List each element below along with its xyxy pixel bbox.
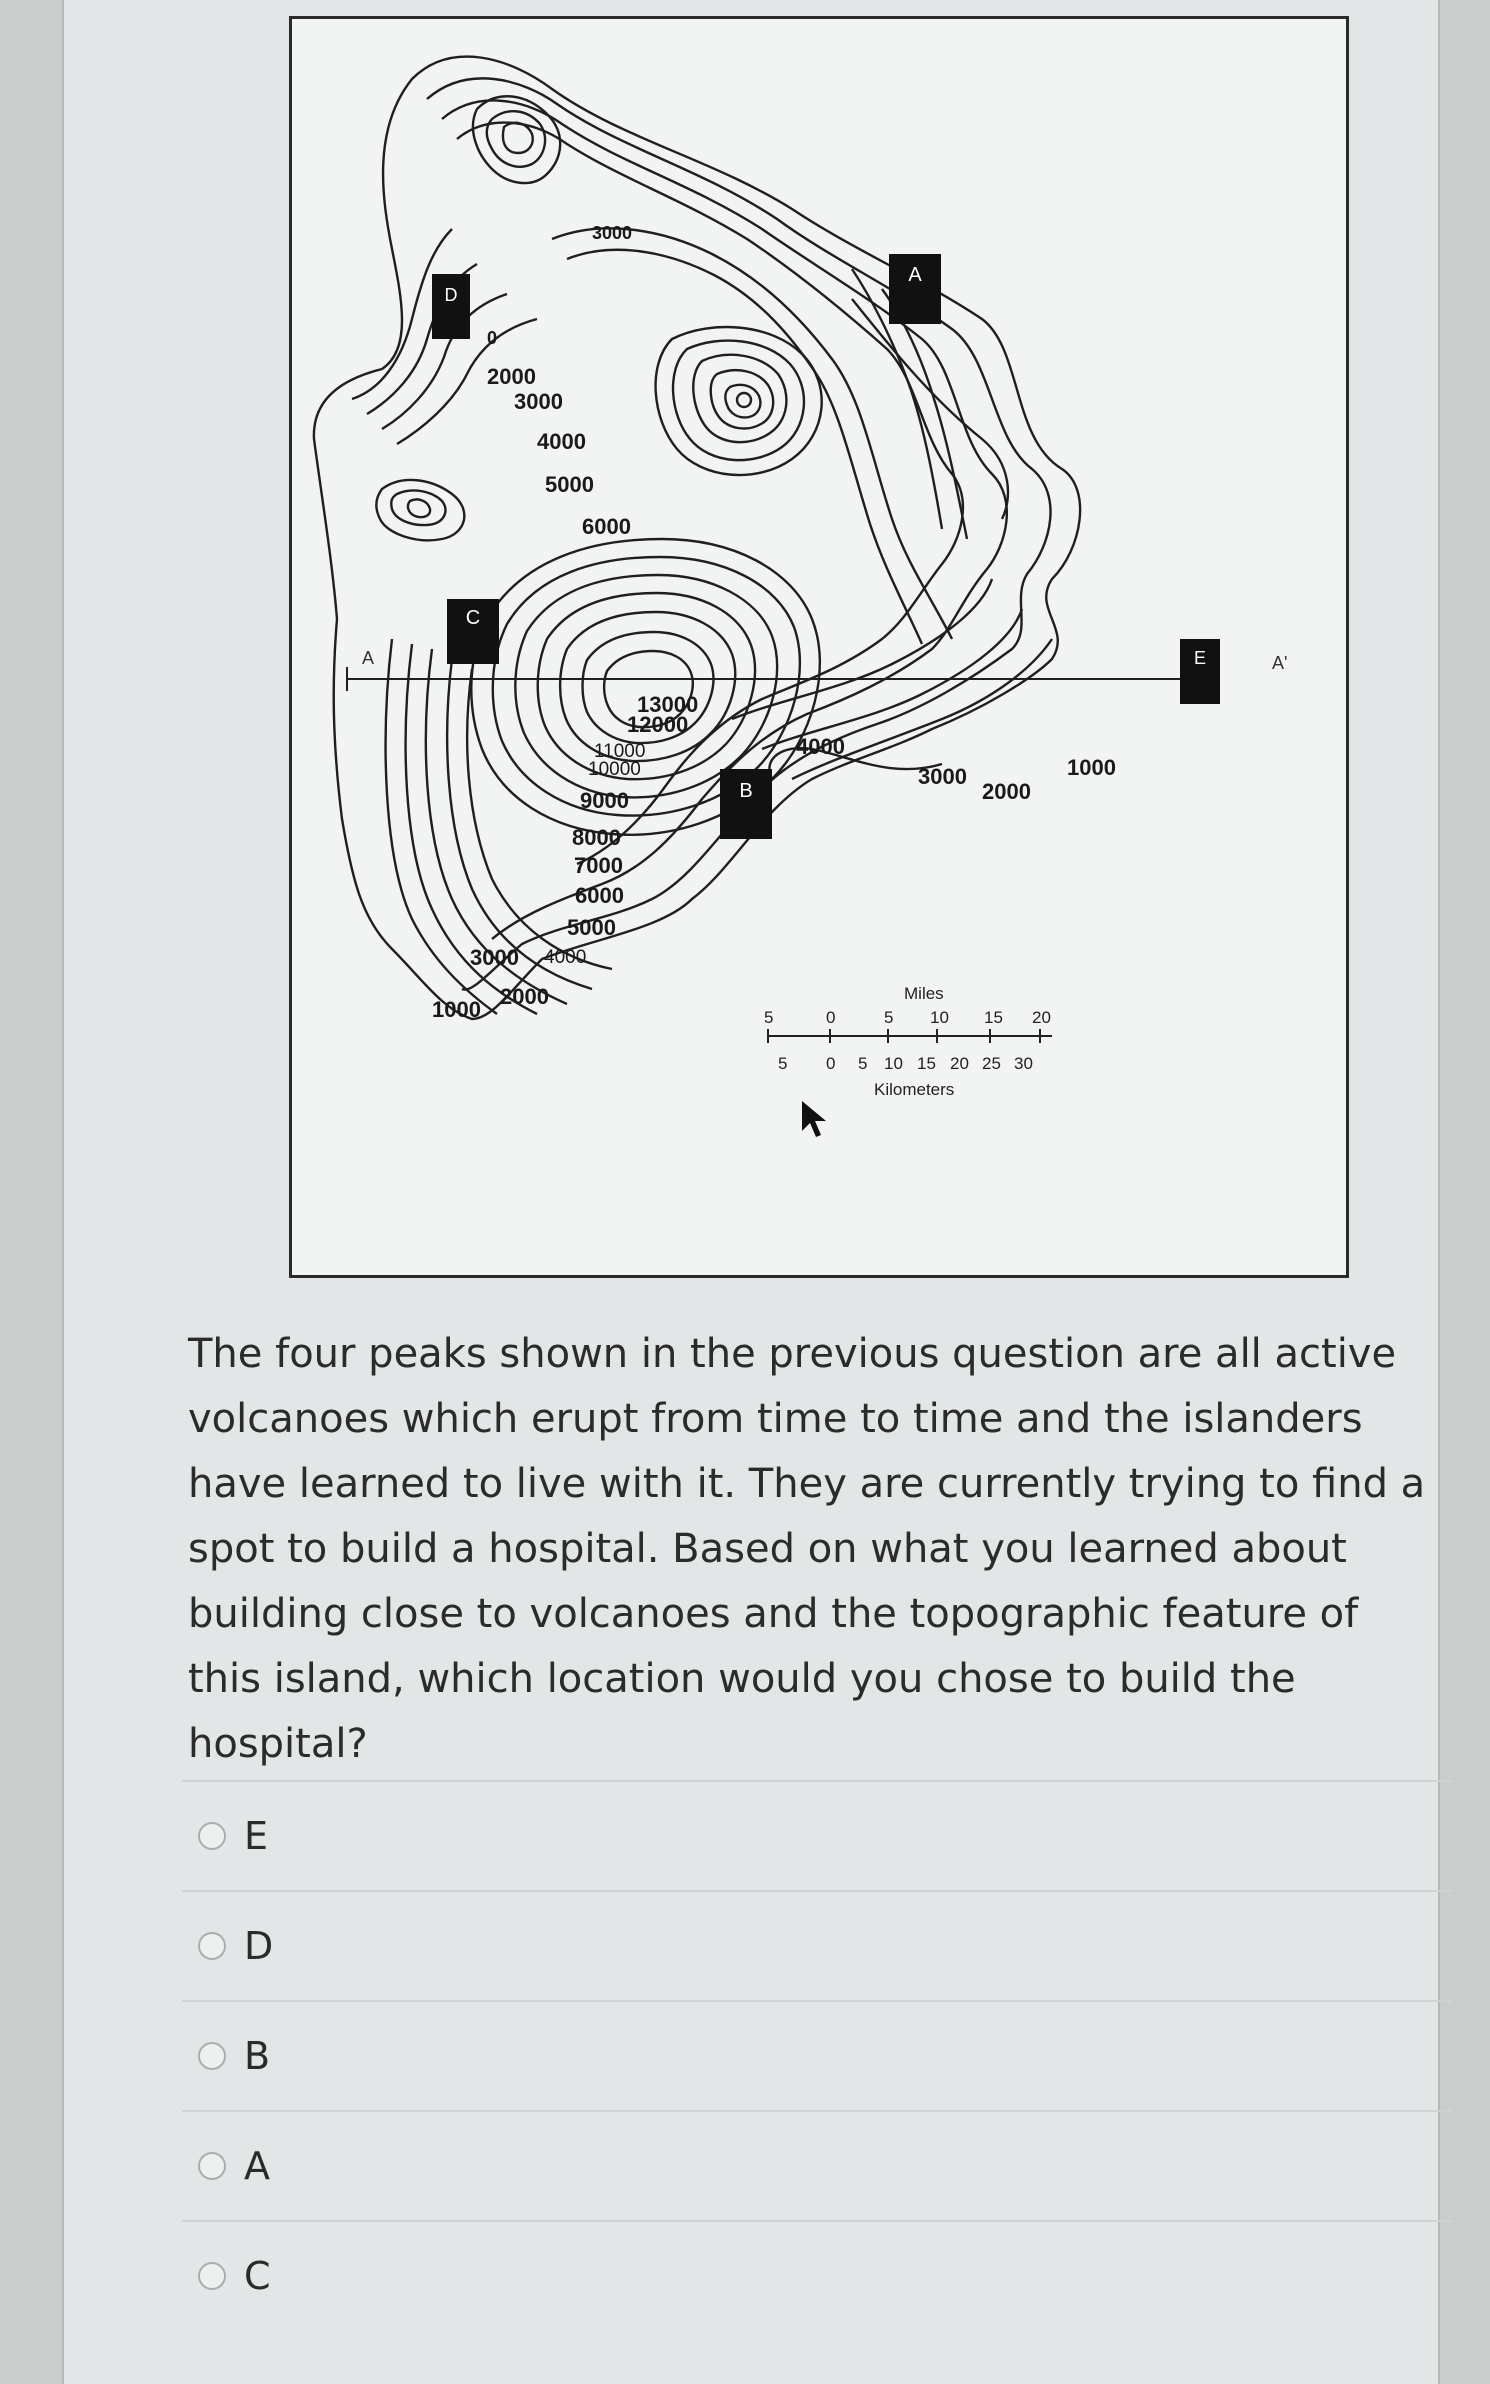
svg-text:5: 5 <box>778 1054 788 1073</box>
radio-button-icon[interactable] <box>198 2042 226 2070</box>
peak-marker-c <box>447 599 499 664</box>
peak-marker-d <box>432 274 470 339</box>
map-scale-bar <box>764 984 1052 1099</box>
contour-label: 3000 <box>592 223 633 243</box>
svg-text:30: 30 <box>1014 1054 1033 1073</box>
svg-text:Miles: Miles <box>904 984 944 1003</box>
radio-button-icon[interactable] <box>198 1932 226 1960</box>
quiz-page <box>62 0 1440 2384</box>
option-label: B <box>244 2034 271 2078</box>
contour-label: 7000 <box>574 853 623 878</box>
profile-end-label: A' <box>1272 653 1288 673</box>
contour-label: 11000 <box>594 741 646 762</box>
contour-label: 8000 <box>572 825 621 850</box>
contour-label: 9000 <box>580 788 629 813</box>
svg-text:A: A <box>908 264 922 286</box>
radio-button-icon[interactable] <box>198 2152 226 2180</box>
peak-marker-e <box>1180 639 1220 704</box>
svg-text:0: 0 <box>826 1054 836 1073</box>
option-label: C <box>244 2254 271 2298</box>
svg-text:10: 10 <box>930 1008 949 1027</box>
svg-text:D: D <box>444 285 458 305</box>
contour-label: 10000 <box>588 759 641 780</box>
svg-text:B: B <box>739 780 753 802</box>
contour-label: 6000 <box>575 883 624 908</box>
option-label: E <box>244 1814 269 1858</box>
svg-text:20: 20 <box>1032 1008 1051 1027</box>
peak-marker-a <box>889 254 941 324</box>
contour-label: 5000 <box>567 915 616 940</box>
contour-label: 13000 <box>637 692 699 717</box>
svg-text:20: 20 <box>950 1054 969 1073</box>
contour-label: 3000 <box>470 945 519 970</box>
svg-text:5: 5 <box>858 1054 868 1073</box>
contour-label: 2000 <box>500 984 549 1009</box>
contour-label: 3000 <box>918 764 967 789</box>
svg-text:5: 5 <box>884 1008 894 1027</box>
contour-label: 2000 <box>982 779 1031 804</box>
contour-label: 1000 <box>1067 755 1116 780</box>
topographic-map <box>292 19 1346 1275</box>
svg-text:Kilometers: Kilometers <box>874 1080 955 1099</box>
contour-label: 0 <box>487 328 498 348</box>
cursor-icon <box>802 1101 826 1137</box>
svg-text:15: 15 <box>984 1008 1003 1027</box>
contour-label: 5000 <box>545 472 594 497</box>
topographic-map-figure <box>289 16 1349 1278</box>
question-text: The four peaks shown in the previous question are all active volcanoes which erupt from time to time and the islanders have learned to live with it. They are currently trying to find a spot to build a hospital. Based on what you learned about building close to volcanoes and the topographic feature of this island, which location would you chose to build the hospital? <box>188 1331 1426 1767</box>
svg-text:5: 5 <box>764 1008 774 1027</box>
svg-text:15: 15 <box>917 1054 936 1073</box>
option-b[interactable] <box>182 2000 1452 2110</box>
svg-text:0: 0 <box>826 1008 836 1027</box>
contour-label: 4000 <box>796 734 845 759</box>
radio-button-icon[interactable] <box>198 1822 226 1850</box>
option-c[interactable] <box>182 2220 1452 2330</box>
svg-text:10: 10 <box>884 1054 903 1073</box>
option-label: A <box>244 2144 270 2188</box>
option-a[interactable] <box>182 2110 1452 2220</box>
contour-label: 1000 <box>432 997 481 1022</box>
profile-start-label: A <box>362 648 375 668</box>
svg-text:E: E <box>1193 648 1207 668</box>
contour-label: 2000 <box>487 364 536 389</box>
contour-label: 12000 <box>627 712 689 737</box>
option-label: D <box>244 1924 274 1968</box>
contour-label: 6000 <box>582 514 631 539</box>
svg-text:25: 25 <box>982 1054 1001 1073</box>
option-d[interactable] <box>182 1890 1452 2000</box>
contour-label: 4000 <box>537 429 586 454</box>
peak-marker-b <box>720 769 772 839</box>
svg-text:C: C <box>465 607 481 629</box>
contour-label: 3000 <box>514 389 563 414</box>
contour-label: 4000 <box>544 947 587 968</box>
answer-options <box>182 1780 1452 2330</box>
option-e[interactable] <box>182 1780 1452 1890</box>
radio-button-icon[interactable] <box>198 2262 226 2290</box>
